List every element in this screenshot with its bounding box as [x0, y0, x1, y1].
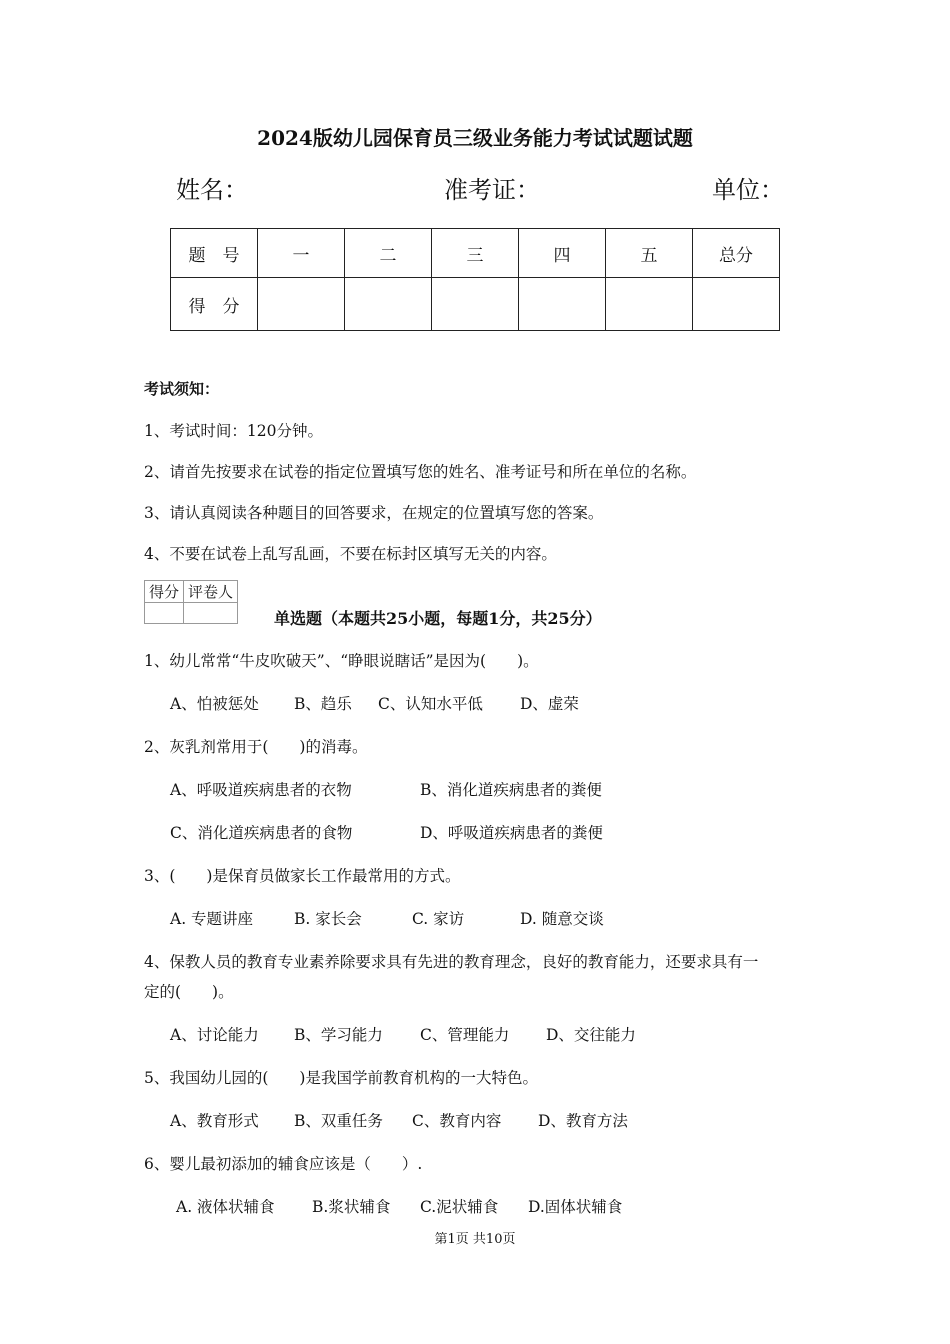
- option[interactable]: A、怕被惩处: [170, 695, 259, 713]
- score-row-label: 得 分: [171, 278, 258, 331]
- score-cell[interactable]: [606, 278, 693, 331]
- score-table-score-row: [171, 278, 780, 331]
- score-table-header-cell: 总分: [693, 229, 780, 278]
- grader-reviewer-cell[interactable]: [184, 603, 238, 624]
- question-4: 4、保教人员的教育专业素养除要求具有先进的教育理念，良好的教育能力，还要求具有一: [144, 953, 759, 971]
- option[interactable]: B、双重任务: [294, 1112, 383, 1130]
- question-3: 3、( )是保育员做家长工作最常用的方式。: [144, 867, 461, 885]
- score-cell[interactable]: [519, 278, 606, 331]
- option[interactable]: D、虚荣: [520, 695, 579, 713]
- unit-label: 单位：: [712, 176, 784, 204]
- option[interactable]: D、交往能力: [546, 1026, 636, 1044]
- option[interactable]: A. 专题讲座: [170, 910, 254, 928]
- option[interactable]: C、消化道疾病患者的食物: [170, 824, 353, 842]
- score-table-header-cell: 四: [519, 229, 606, 278]
- grader-box: [144, 580, 238, 624]
- option[interactable]: A、讨论能力: [170, 1026, 259, 1044]
- question-2: 2、灰乳剂常用于( )的消毒。: [144, 738, 368, 756]
- option[interactable]: C. 家访: [412, 910, 465, 928]
- option[interactable]: D. 随意交谈: [520, 910, 604, 928]
- score-table-header-cell: 二: [345, 229, 432, 278]
- score-cell[interactable]: [345, 278, 432, 331]
- option[interactable]: A、呼吸道疾病患者的衣物: [170, 781, 352, 799]
- option[interactable]: B. 家长会: [294, 910, 362, 928]
- option[interactable]: A. 液体状辅食: [176, 1198, 275, 1216]
- option[interactable]: B.浆状辅食: [312, 1198, 391, 1216]
- option[interactable]: D、教育方法: [538, 1112, 628, 1130]
- score-cell[interactable]: [258, 278, 345, 331]
- notice-item: 4、不要在试卷上乱写乱画，不要在标封区填写无关的内容。: [144, 545, 557, 563]
- score-table-header-cell: 一: [258, 229, 345, 278]
- grader-reviewer-label: 评卷人: [184, 581, 238, 603]
- question-4-continued: 定的( )。: [144, 983, 234, 1001]
- score-table: [170, 228, 780, 331]
- option[interactable]: C、认知水平低: [378, 695, 483, 713]
- option[interactable]: D、呼吸道疾病患者的粪便: [420, 824, 603, 842]
- notice-item: 2、请首先按要求在试卷的指定位置填写您的姓名、准考证号和所在单位的名称。: [144, 463, 697, 481]
- page-number: 第1页 共10页: [434, 1232, 516, 1247]
- option[interactable]: B、消化道疾病患者的粪便: [420, 781, 602, 799]
- option[interactable]: C.泥状辅食: [420, 1198, 499, 1216]
- option[interactable]: A、教育形式: [170, 1112, 259, 1130]
- option[interactable]: B、趋乐: [294, 695, 352, 713]
- notice-item: 1、考试时间：120分钟。: [144, 422, 323, 440]
- notice-item: 3、请认真阅读各种题目的回答要求，在规定的位置填写您的答案。: [144, 504, 604, 522]
- grader-score-cell[interactable]: [145, 603, 184, 624]
- exam-id-label: 准考证：: [444, 176, 540, 204]
- score-table-header-cell: 五: [606, 229, 693, 278]
- name-label: 姓名：: [176, 176, 248, 204]
- score-cell[interactable]: [693, 278, 780, 331]
- document-title: 2024版幼儿园保育员三级业务能力考试试题试题: [257, 126, 693, 150]
- question-5: 5、我国幼儿园的( )是我国学前教育机构的一大特色。: [144, 1069, 538, 1087]
- option[interactable]: C、管理能力: [420, 1026, 510, 1044]
- option[interactable]: B、学习能力: [294, 1026, 383, 1044]
- option[interactable]: C、教育内容: [412, 1112, 502, 1130]
- score-table-header-row: [171, 229, 780, 278]
- question-6: 6、婴儿最初添加的辅食应该是（ ）.: [144, 1155, 423, 1173]
- notice-heading: 考试须知：: [144, 380, 220, 398]
- question-1: 1、幼儿常常“牛皮吹破天”、“睁眼说瞎话”是因为( )。: [144, 652, 539, 670]
- section-title: 单选题（本题共25小题，每题1分，共25分）: [274, 609, 602, 628]
- grader-score-label: 得分: [145, 581, 184, 603]
- score-table-header-cell: 题 号: [171, 229, 258, 278]
- option[interactable]: D.固体状辅食: [528, 1198, 623, 1216]
- score-cell[interactable]: [432, 278, 519, 331]
- score-table-header-cell: 三: [432, 229, 519, 278]
